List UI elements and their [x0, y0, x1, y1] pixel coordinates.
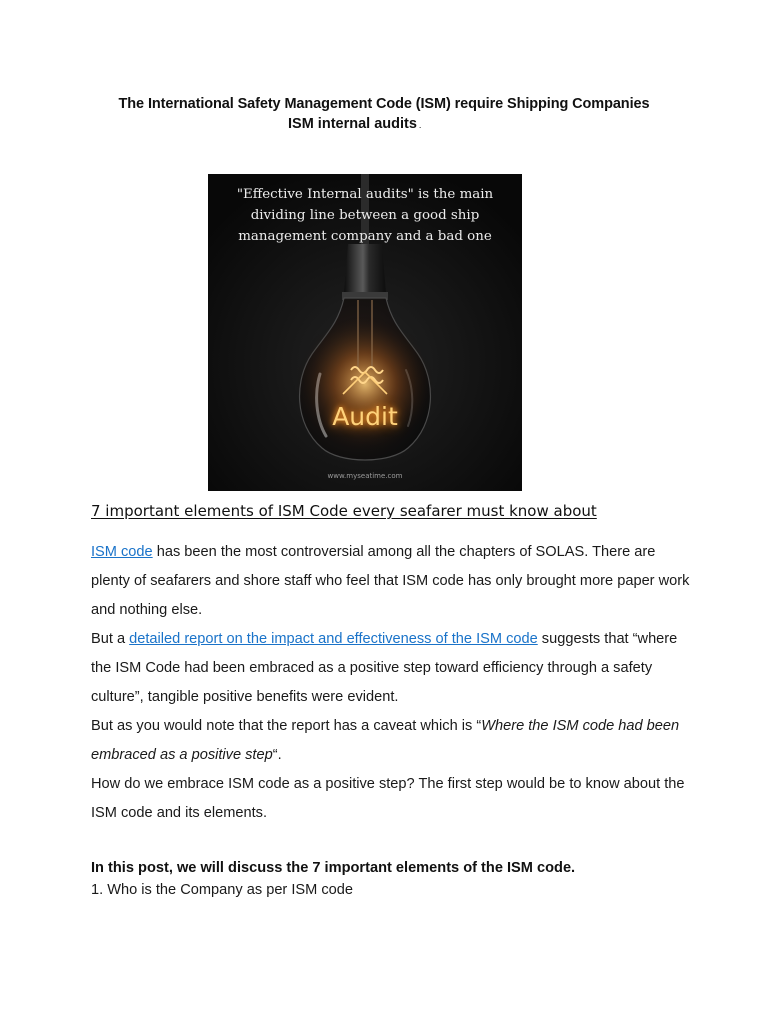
bulb-audit-label: Audit [332, 402, 398, 431]
detailed-report-link[interactable]: detailed report on the impact and effectiveness of the ISM code [129, 631, 538, 647]
paragraph-4: How do we embrace ISM code as a positive step? The first step would be to know about the ISM code and its elements. [91, 776, 685, 821]
paragraph-2 [91, 625, 691, 712]
audit-lightbulb-image [208, 174, 522, 491]
title-line-2-trailing: . [418, 120, 422, 130]
image-credit: www.myseatime.com [327, 472, 403, 480]
paragraph-3-quote: Where the ISM code had been embraced as a positive step [91, 718, 680, 763]
article-heading: 7 important elements of ISM Code every seafarer must know about [91, 502, 597, 520]
paragraph-3-lead: But as you would note that the report has a caveat which is “ [91, 718, 482, 734]
post-intro: In this post, we will discuss the 7 important elements of the ISM code. [91, 860, 576, 876]
paragraph-2-lead: But a [91, 631, 130, 647]
hero-quote-text: "Effective Internal audits" is the main dividing line between a good ship management company and a bad one [236, 187, 494, 244]
paragraph-2-text: suggests that “where the ISM Code had been embraced as a positive step toward efficiency through a safety culture”, tangible positive benefits were evident. [91, 631, 678, 705]
document-title-line-1: The International Safety Management Code (ISM) require Shipping Companies [118, 96, 650, 112]
title-line-2-text: ISM internal audits [288, 116, 417, 132]
paragraph-3 [91, 712, 691, 770]
ism-code-link[interactable]: ISM code [91, 544, 153, 560]
list-item: 1. Who is the Company as per ISM code [91, 882, 353, 898]
paragraph-1-text: has been the most controversial among all the chapters of SOLAS. There are plenty of seafarers and shore staff who feel that ISM code has only brought more paper work and nothing else. [91, 544, 690, 618]
paragraph-1 [91, 538, 691, 625]
document-title-line-2 [288, 116, 421, 132]
paragraph-3-tail: “. [272, 747, 282, 763]
article-body [91, 538, 691, 828]
